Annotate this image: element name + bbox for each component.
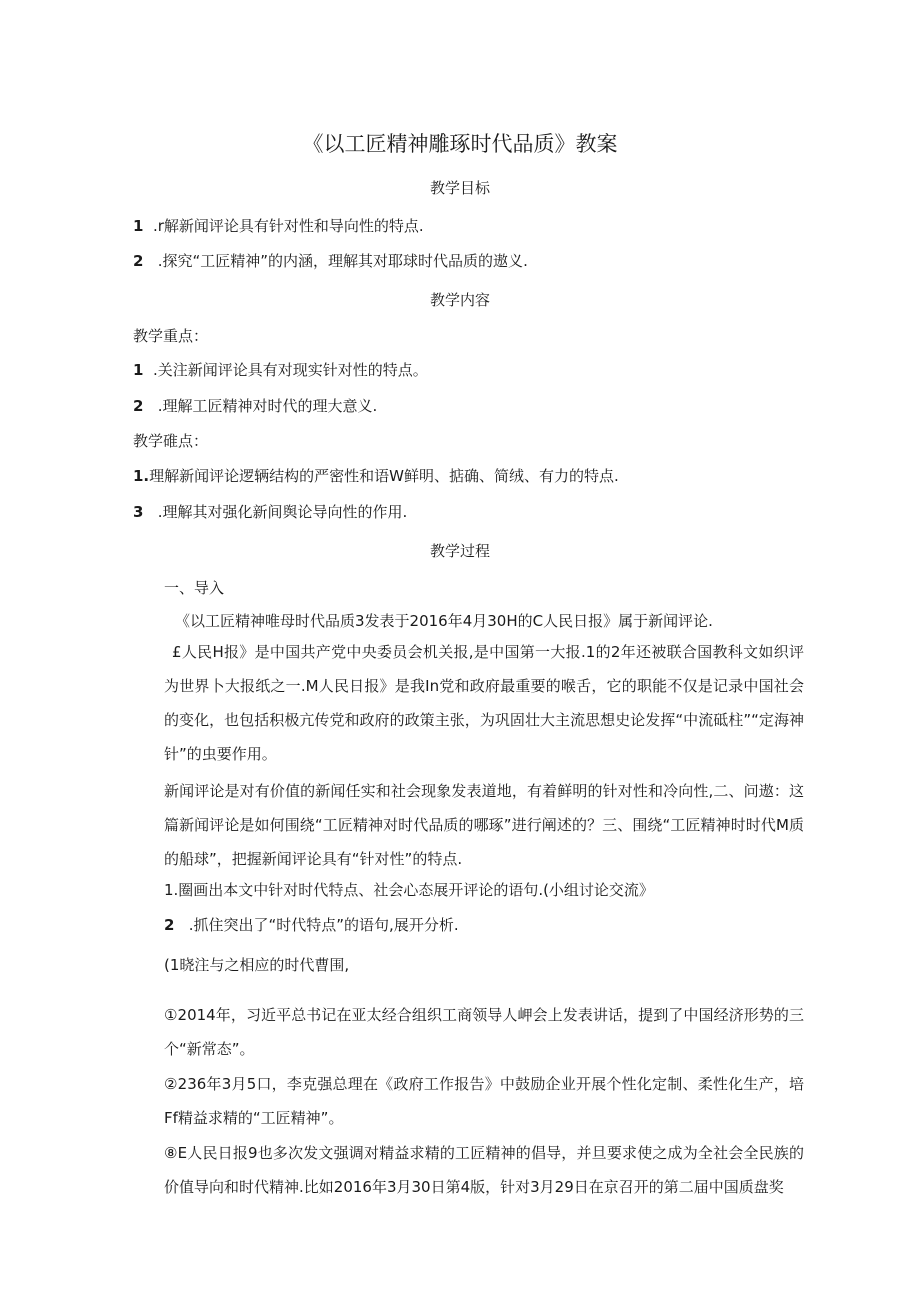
list-item-2: ②236年3月5口，李克强总理在《政府工作报告》中鼓励企业开展个性化定制、柔性化生产，培Ff精益求精的“工匠精神”。: [164, 1075, 804, 1127]
difficult-points-label: 教学碓点：: [133, 432, 209, 450]
step-2-num: 2: [164, 916, 175, 934]
key-item-2-num: 2: [133, 397, 144, 415]
difficult-item-2-num: 3: [133, 503, 144, 521]
paragraph-news-commentary: 新闻评论是对有价值的新闻任实和社会现象发表道地，有着鲜明的针对性和冷向性,二、问遨：这篇新闻评论是如何围绕“工匠精神对时代品质的哪琢”进行阐述的？三、围绕“工匠精神时时代M质的船球”，把握新闻评论具有“针对性”的特点.: [164, 782, 804, 868]
key-item-1-num: 1: [133, 361, 144, 379]
goal-item-2-text: .探究“工匠精神”的内涵，理解其对耶球时代品质的遨义.: [157, 252, 528, 270]
content-heading: 教学内容: [429, 291, 490, 309]
list-item-3: ⑧E人民日报9也多次发文强调对精益求精的工匠精神的倡导，并旦要求使之成为全社会全民族的价值导向和时代精神.比如2016年3月30日第4版，针对3月29日在京召开的第二届中国质盘奖: [164, 1144, 804, 1196]
paragraph-people-daily: £人民H报》是中国共产党中央委员会机关报,是中国第一大报.1的2年还被联合国教科文如织评为世界卜大报纸之一.M人民日报》是我In党和政府最重要的喉舌，它的职能不仅是记录中国社会的变化，也包括积极亢传党和政府的政策主张，为巩固壮大主流思想史论发挥“中流砥柱”“定海神针”的虫要作用。: [164, 643, 804, 763]
intro-line: 《以工匠精神唯母时代品质3发表于2016年4月30H的C人民日报》属于新闻评论.: [175, 612, 713, 630]
difficult-item-1-text: 理解新闻评论逻辆结构的严密性和语W鲜明、掂确、简绒、有力的特点.: [149, 467, 619, 485]
step-1: 1.圈画出本文中针对时代特点、社会心态展开评论的语句.(小组讨论交流》: [164, 881, 654, 899]
process-heading: 教学过程: [429, 542, 490, 560]
list-item-1: ①2014年，习近平总书记在亚太经合组织工商领导人岬会上发表讲话，提到了中国经济形势的三个“新常态”。: [164, 1006, 804, 1058]
difficult-item-1: [133, 466, 619, 486]
section-intro-heading: 一、导入: [164, 579, 225, 597]
difficult-item-2: [133, 502, 407, 522]
key-item-2: [133, 396, 377, 416]
goal-item-1-text: .r解新闻评论具有针对性和导向性的特点.: [152, 217, 424, 235]
step-2: [164, 915, 459, 935]
document-title: 《以工匠精神雕琢时代品质》教案: [302, 132, 618, 156]
goal-item-2-num: 2: [133, 252, 144, 270]
key-item-1-text: .关注新闻评论具有对现实针对性的特点。: [152, 361, 428, 379]
key-points-label: 教学重点：: [133, 327, 209, 345]
step-2-text: .抓住突出了“时代特点”的语句,展开分析.: [188, 916, 459, 934]
goal-item-2: [133, 251, 528, 271]
step-3: (1晓注与之相应的时代曹围,: [164, 956, 350, 974]
goals-heading: 教学目标: [429, 179, 490, 197]
goal-item-1: [133, 216, 424, 236]
difficult-item-1-num: 1.: [133, 467, 150, 485]
key-item-1: [133, 360, 428, 380]
key-item-2-text: .理解工匠精神对时代的理大意义.: [157, 397, 378, 415]
difficult-item-2-text: .理解其对强化新间舆论导向性的作用.: [157, 503, 408, 521]
goal-item-1-num: 1: [133, 217, 144, 235]
